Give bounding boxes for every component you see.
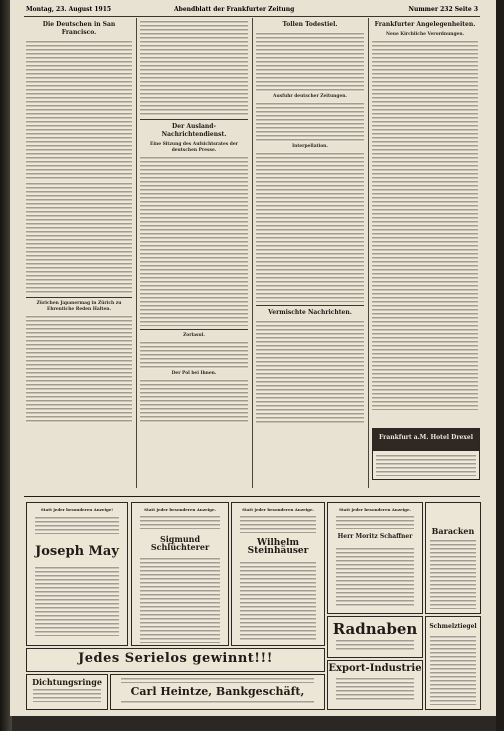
- ad-text: [430, 635, 476, 705]
- article-body: [26, 182, 132, 294]
- dichtungsringe-title: Dichtungsringe: [32, 677, 102, 687]
- page-edge: [496, 0, 504, 731]
- divider: [140, 119, 248, 120]
- divider: [256, 305, 364, 306]
- heintze-title: Carl Heintze, Bankgeschäft,: [130, 685, 305, 698]
- article-title: Der Pol bei Ihnen.: [171, 371, 217, 376]
- serielos-ad: [26, 648, 325, 672]
- schmelztiegel-title: Schmelztiegel: [429, 623, 477, 630]
- notice-text: [35, 566, 119, 636]
- notice-header: Statt jeder besonderen Anzeige.: [144, 507, 216, 512]
- baracken-ad: [425, 502, 481, 614]
- death-notice-schaffner: [327, 502, 423, 614]
- notice-text: [35, 516, 119, 534]
- notice-name: Sigmund Schlüchterer: [150, 534, 210, 552]
- ad-text: [336, 639, 414, 651]
- hotel-info-ad: [372, 450, 480, 480]
- article-body: [256, 152, 364, 302]
- notice-name: Herr Moritz Schaffner: [337, 533, 413, 540]
- column-rule: [368, 18, 369, 488]
- divider: [26, 297, 132, 298]
- radnaben-ad: [327, 616, 423, 658]
- export-title: Export-Industrie: [328, 663, 422, 674]
- death-notice-may: [26, 502, 128, 646]
- hotel-drexel-title: Frankfurt a.M. Hotel Drexel: [379, 434, 473, 441]
- baracken-title: Baracken: [431, 526, 475, 536]
- column-1: [26, 18, 132, 423]
- article-subtitle: Eine Sitzung des Aufsichtsrates der deutschen Presse.: [150, 142, 238, 153]
- ad-text: [121, 677, 314, 683]
- notice-text: [240, 515, 316, 533]
- article-title: Die Deutschen in San Francisco.: [42, 21, 116, 36]
- article-body: [256, 32, 364, 92]
- dichtungsringe-ad: [26, 674, 108, 710]
- header-page: Nummer 232 Seite 3: [408, 6, 478, 13]
- article-title: Frankfurter Angelegenheiten.: [374, 21, 476, 28]
- header-date: Montag, 23. August 1915: [26, 6, 112, 13]
- heintze-ad: [110, 674, 325, 710]
- article-body: [26, 40, 132, 180]
- notice-header: Statt jeder besonderen Anzeige.: [242, 507, 314, 512]
- ad-section-rule: [24, 496, 480, 497]
- ad-text: [336, 677, 414, 701]
- notice-text: [336, 515, 414, 529]
- article-title: Der Ausland-Nachrichtendienst.: [161, 123, 227, 138]
- notice-text: [336, 547, 414, 607]
- article-body: [140, 156, 248, 326]
- notice-header: Statt jeder besonderen Anzeige!: [40, 507, 114, 512]
- export-industrie-ad: [327, 660, 423, 710]
- divider: [140, 329, 248, 330]
- article-body: [140, 379, 248, 423]
- notice-name: Wilhelm Steinhäuser: [247, 538, 309, 556]
- notice-header: Statt jeder besonderen Anzeige.: [339, 507, 411, 512]
- article-title: Zürichen Japanermag in Zürich zu Ehrentiche Reden Halten.: [36, 301, 122, 312]
- column-4: [372, 18, 478, 418]
- column-2: [140, 18, 248, 423]
- article-title: Vermischte Nachrichten.: [268, 309, 352, 316]
- page-header: [24, 4, 480, 17]
- article-subtitle: Neue Kirchliche Verordnungen.: [385, 32, 465, 37]
- article-title: Interpellation.: [292, 144, 328, 149]
- article-body: [256, 320, 364, 423]
- ad-text: [376, 454, 476, 476]
- column-rule: [136, 18, 137, 488]
- death-notice-steinhaeuser: [231, 502, 325, 646]
- article-title: Ausfuhr deutscher Zeitungen.: [273, 94, 347, 99]
- hotel-drexel-ad: [372, 428, 480, 450]
- notice-text: [140, 515, 220, 529]
- article-body: [372, 40, 478, 410]
- article-body: [140, 341, 248, 369]
- ad-text: [430, 539, 476, 609]
- schmelztiegel-ad: [425, 616, 481, 710]
- article-body: [256, 102, 364, 142]
- header-title: Abendblatt der Frankfurter Zeitung: [174, 6, 295, 13]
- radnaben-title: Radnaben: [332, 620, 418, 638]
- notice-text: [140, 557, 220, 643]
- notice-text: [240, 561, 316, 641]
- article-title: Zorlasul.: [183, 333, 205, 338]
- article-body: [26, 315, 132, 423]
- ad-text: [121, 700, 314, 705]
- column-rule: [252, 18, 253, 488]
- article-body: [140, 20, 248, 116]
- column-3: [256, 18, 364, 423]
- article-title: Tollen Todestiel.: [282, 21, 338, 28]
- ad-text: [33, 688, 101, 702]
- serielos-title: Jedes Serielos gewinnt!!!: [78, 651, 273, 666]
- death-notice-schluechterer: [131, 502, 229, 646]
- notice-name: Joseph May: [35, 544, 119, 559]
